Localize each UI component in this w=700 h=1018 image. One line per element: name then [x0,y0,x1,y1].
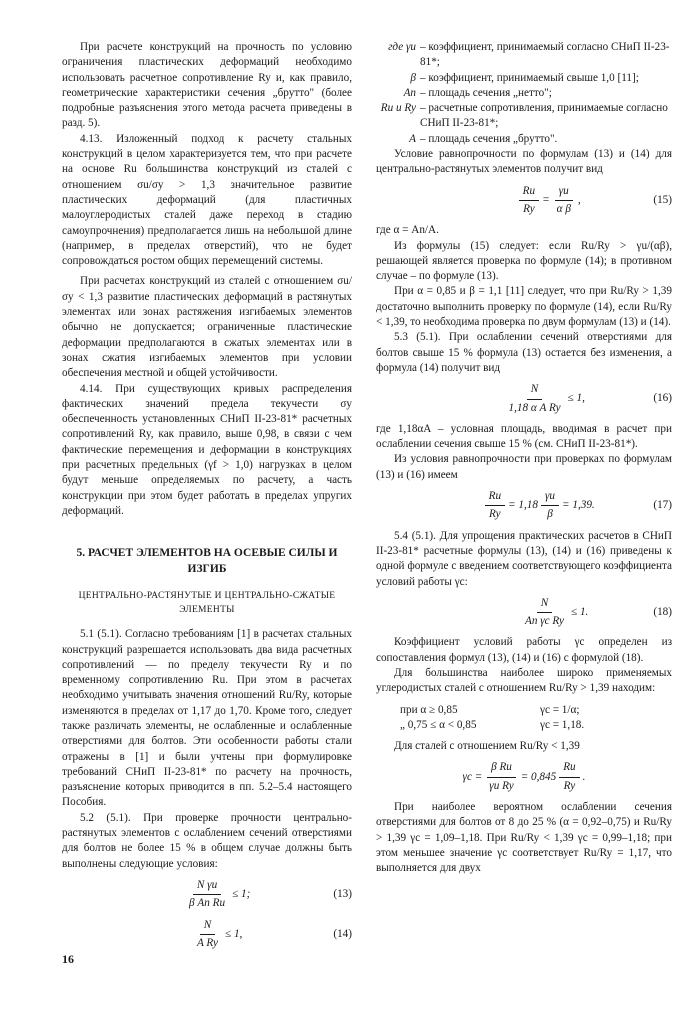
section-title: 5. РАСЧЕТ ЭЛЕМЕНТОВ НА ОСЕВЫЕ СИЛЫ И ИЗГИБ [76,547,338,576]
formula-numerator: N [537,596,552,613]
formula-14 [62,918,352,952]
equation-number: (14) [333,927,352,940]
formula-middle: = 0,845 [520,770,557,783]
definition-text: – коэффициент, принимаемый согласно СНиП II-23-81*; [420,41,670,69]
paragraph: где 1,18αA – условная площадь, вводимая в расчет при ослаблении сечения свыше 15 % (см. СНиП II-23-81*). [376,422,672,451]
formula-lhs: γc = [462,770,483,783]
definition-text: – площадь сечения „нетто"; [420,86,552,99]
formula-numerator: N γu [193,878,221,895]
paragraph-4-13: 4.13. Изложенный подход к расчету стальных конструкций в целом характеризуется тем, что при расчете на основе Ru большинства конструкций из сталей с отношением σu/σy > 1,3 значительное развитие пластических деформаций (для пластичных малоуглеродистых сталей даже переход в стадию самоупрочнения) предполагается лишь на небольшой длине (например, в пределах отверстий), что не будет сопровождаться ростом общих перемещений системы. [62,132,352,268]
condition-value: γc = 1/α; [540,703,580,716]
paragraph: При расчетах конструкций из сталей с отношением σu/σy < 1,3 развитие пластических деформаций в растянутых элементах или зонах растяжения изгибаемых элементов обычно не допускается; ограниченные пластические деформации предполагаются в сжатых элементах или в зонах сжатия изгибаемых элементов при условии обеспечения местной и общей устойчивости. [62,275,352,380]
formula-denominator: γu Ry [489,779,514,792]
paragraph: При наиболее вероятном ослаблении сечения отверстиями для болтов от 8 до 25 % (α = 0,92–0,75) и Ru/Ry > 1,39 γc = 1,09–1,18. При Ru/Ry < 1,39 γc = 0,99–1,18; при этом меньшее значение γc соответствует Ru/Ry = 1,17, что выполняется для двух [376,801,672,875]
formula-denominator: 1,18 α A Ry [508,401,561,414]
formula-tail: = 1,39. [562,499,595,512]
paragraph: При расчете конструкций на прочность по условию ограничения пластических деформаций необходимо использовать расчетное сопротивление Ry и, как правило, геометрические характеристики сечения „брутто" (более подробные разъяснения этого метода расчета приведены в разд. 5). [62,41,352,130]
formula-16 [376,382,672,416]
formula-numerator: γu [555,184,573,201]
formula-middle: = 1,18 [508,499,538,512]
symbol-definitions [376,40,672,147]
definition-symbol: A [409,132,416,145]
formula-denominator: Ry [563,779,576,792]
formula-relation: ≤ 1; [232,888,251,901]
definition-text: – площадь сечения „брутто". [420,132,558,145]
formula-denominator: An γc Ry [525,615,565,628]
condition-row [400,718,672,733]
formula-denominator: Ry [489,508,501,521]
paragraph-4-14: 4.14. При существующих кривых распределения фактических значений предела текучести σy обеспеченность установленных СНиП II-23-81* расчетных сопротивлений Ry, как правило, выше 0,98, в связи с чем фактические перемещения и деформации в конструкциях при расчетных предельных (γf > 1,0) нагрузках в целом будут меньше определяемых по расчету, а часть конструкции при этом будет работать в пределах упругих деформаций. [62,382,352,517]
left-column [62,40,352,957]
paragraph-5-3: 5.3 (5.1). При ослаблении сечений отверстиями для болтов свыше 15 % формула (13) остается без изменения, а формула (14) получит вид [376,331,672,374]
condition-value: γc = 1,18. [540,718,585,731]
formula-13 [62,878,352,912]
equation-number: (15) [653,193,672,206]
right-column [376,40,672,877]
paragraph-5-4: 5.4 (5.1). Для упрощения практических расчетов в СНиП II-23-81* расчетные формулы (13), (14) и (16) приведены к одной формуле с введением соответствующего коэффициента условий работы γc: [376,529,672,588]
condition-range: при α ≥ 0,85 [400,703,458,716]
equation-number: (18) [653,605,672,618]
formula-numerator: N [200,918,215,935]
paragraph-5-2: 5.2 (5.1). При проверке прочности центрально-растянутых элементов с ослаблением сечений отверстиями для болтов не более 15 % в общем случае должны быть выполнены следующие условия: [62,811,352,870]
paragraph: Для большинства наиболее широко применяемых углеродистых сталей с отношением Ru/Ry > 1,39 находим: [376,666,672,695]
condition-range: „ 0,75 ≤ α < 0,85 [400,718,477,731]
condition-row [400,703,672,718]
definition-symbol: β [410,71,416,84]
paragraph: Из условия равнопрочности при проверках по формулам (13) и (16) имеем [376,453,672,481]
formula-relation: ≤ 1. [571,605,589,618]
formula-relation: ≤ 1, [567,392,585,405]
paragraph: Для сталей с отношением Ru/Ry < 1,39 [394,740,580,753]
formula-operator: = [542,193,550,206]
equation-number: (13) [333,888,352,901]
formula-denominator: Ry [523,202,535,215]
formula-tail: . [582,770,586,783]
definition-text: – расчетные сопротивления, принимаемые согласно СНиП II-23-81*; [420,102,668,130]
definition-symbol: Ru и Ry [380,102,416,115]
formula-denominator: β [547,508,553,521]
formula-15 [376,184,672,218]
paragraph: При α = 0,85 и β = 1,1 [11] следует, что при Ru/Ry > 1,39 достаточно выполнить проверку по формуле (14), если Ru/Ry < 1,39, то необходима проверка по двум формулам (13) и (14). [376,285,672,329]
paragraph: Условие равнопрочности по формулам (13) и (14) для центрально-растянутых элементов получит вид [376,148,672,176]
formula-denominator: β An Ru [189,897,226,910]
conditions-list [376,703,672,734]
equation-number: (17) [653,499,672,512]
formula-gamma-c [376,760,672,794]
equation-number: (16) [653,392,672,405]
paragraph-5-1: 5.1 (5.1). Согласно требованиям [1] в расчетах стальных конструкций разрешается использовать два вида расчетных сопротивлений — по пределу текучести Ry и по временному сопротивлению Ru. При этом в расчетах необходимо учитывать значения отношений Ru/Ry, которые изменяются в пределах от 1,17 до 1,70. Кроме того, следует также различать элементы, не ослабленные и ослабленные отверстиями для болтов. Эти особенности работы стали отражены в [1] и были учтены при формулировке требований СНиП II-23-81* по расчету на прочность, разъяснение которых приводится в пп. 5.2–5.4 настоящего Пособия. [62,628,352,809]
paragraph: Коэффициент условий работы γc определен из сопоставления формул (13), (14) и (16) с формулой (18). [376,636,672,664]
definition-text: – коэффициент, принимаемый свыше 1,0 [11]; [420,71,639,84]
formula-numerator: Ru [519,184,539,201]
definition-symbol: An [403,86,416,99]
definition-symbol: где γu [388,41,416,53]
formula-relation: ≤ 1, [225,927,243,940]
formula-numerator: γu [541,489,559,506]
paragraph: Из формулы (15) следует: если Ru/Ry > γu/(αβ), решающей является проверка по формуле (14); в противном случае – по формуле (13). [376,239,672,283]
subsection-title: ЦЕНТРАЛЬНО-РАСТЯНУТЫЕ И ЦЕНТРАЛЬНО-СЖАТЫЕ ЭЛЕМЕНТЫ [78,591,336,616]
paragraph: где α = An/A. [376,224,439,237]
formula-numerator: β Ru [487,760,516,777]
formula-numerator: Ru [559,760,579,777]
formula-denominator: A Ry [197,936,219,949]
formula-denominator: α β [556,202,571,215]
formula-numerator: Ru [485,489,505,506]
formula-tail: , [577,193,581,206]
page-number: 16 [62,952,74,966]
formula-numerator: N [527,382,542,399]
formula-18 [376,596,672,630]
formula-17 [376,489,672,523]
